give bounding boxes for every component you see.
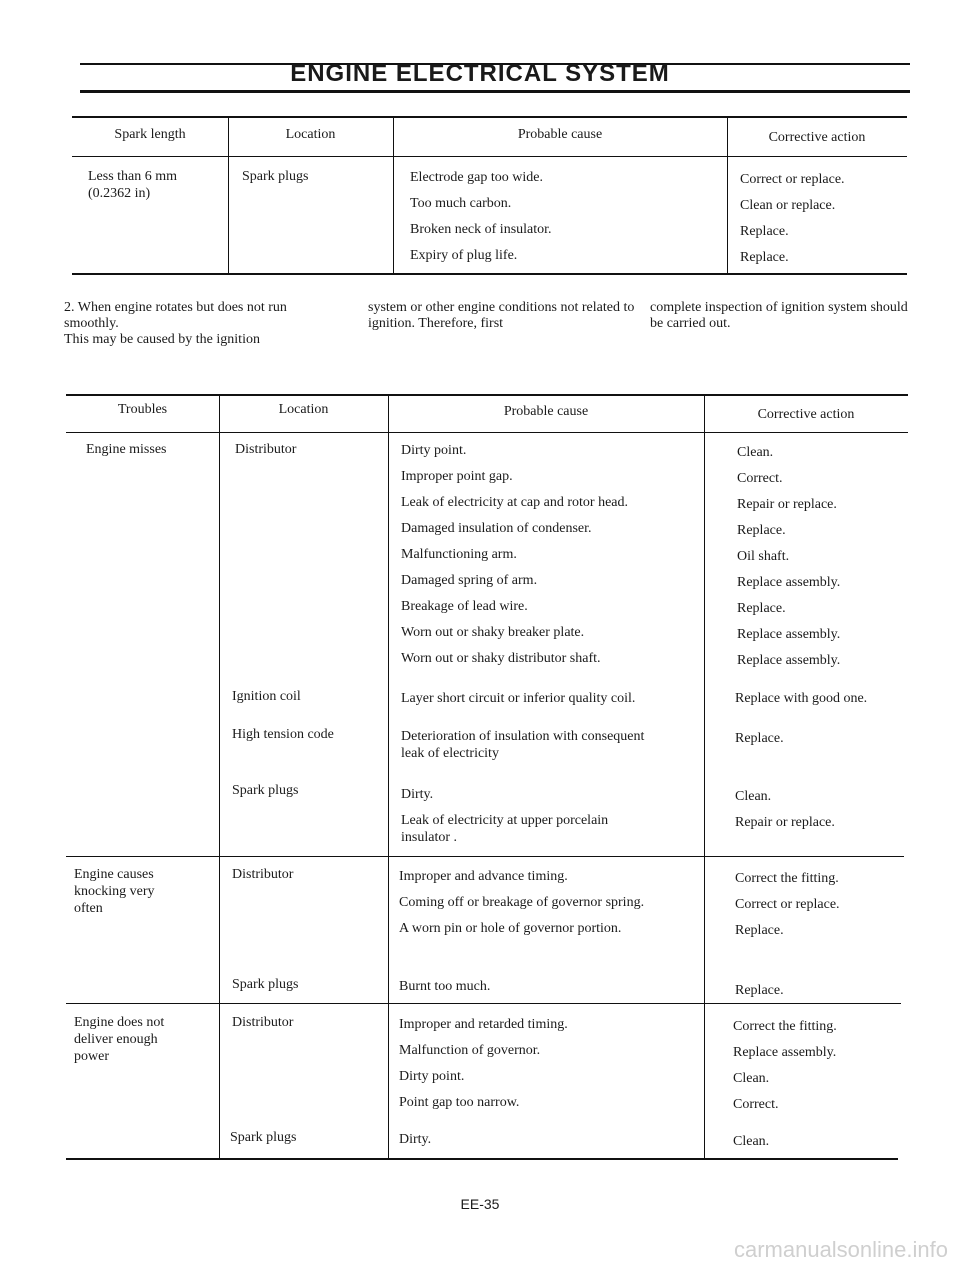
- action-item: Clean or replace.: [740, 198, 836, 213]
- action-item: Correct the fitting.: [733, 1019, 837, 1034]
- cause-item: Leak of electricity at cap and rotor head.: [401, 495, 628, 510]
- cause-item: Improper and advance timing.: [399, 869, 568, 884]
- header-corrective-action: Corrective action: [768, 130, 866, 145]
- header-troubles: Troubles: [117, 402, 168, 417]
- action-item: Oil shaft.: [737, 549, 790, 564]
- body-paragraph-col1: 2. When engine rotates but does not run smoothly. This may be caused by the ignition: [64, 300, 287, 347]
- trouble-engine-power: Engine does not deliver enough power: [74, 1015, 165, 1064]
- header-location: Location: [285, 127, 336, 142]
- cause-item: Layer short circuit or inferior quality coil.: [401, 691, 636, 706]
- location-ignition-coil: Ignition coil: [232, 689, 301, 704]
- action-item: Clean.: [737, 445, 774, 460]
- action-item: Clean.: [733, 1134, 770, 1149]
- location-distributor: Distributor: [232, 867, 294, 882]
- action-item: Replace.: [737, 523, 786, 538]
- watermark: carmanualsonline.info: [733, 1237, 948, 1262]
- action-item: Replace.: [740, 224, 789, 239]
- location-spark-plugs: Spark plugs: [232, 977, 299, 992]
- cause-item: Leak of electricity at upper porcelain insulator .: [401, 813, 609, 845]
- cause-item: Damaged spring of arm.: [401, 573, 538, 588]
- action-item: Repair or replace.: [737, 497, 837, 512]
- cause-item: Burnt too much.: [399, 979, 491, 994]
- action-item: Replace assembly.: [733, 1045, 837, 1060]
- action-item: Replace with good one.: [735, 691, 868, 706]
- spark-length-value: Less than 6 mm (0.2362 in): [88, 169, 178, 201]
- body-paragraph-col2: system or other engine conditions not related to ignition. Therefore, first: [368, 300, 635, 331]
- cause-item: Breakage of lead wire.: [401, 599, 528, 614]
- header-probable-cause: Probable cause: [503, 404, 589, 419]
- header-spark-length: Spark length: [114, 127, 186, 142]
- cause-item: Damaged insulation of condenser.: [401, 521, 592, 536]
- header-corrective-action: Corrective action: [757, 407, 855, 422]
- action-list: [733, 1019, 837, 1123]
- action-list: [740, 172, 845, 276]
- location-distributor: Distributor: [232, 1015, 294, 1030]
- action-item: Correct.: [733, 1097, 779, 1112]
- cause-item: Improper point gap.: [401, 469, 513, 484]
- action-item: Replace assembly.: [737, 627, 841, 642]
- cause-list: [399, 1017, 568, 1121]
- cause-item: Improper and retarded timing.: [399, 1017, 568, 1032]
- cause-item: Malfunctioning arm.: [401, 547, 517, 562]
- location-distributor: Distributor: [235, 442, 297, 457]
- action-item: Replace.: [740, 250, 789, 265]
- action-item: Replace assembly.: [737, 575, 841, 590]
- header-probable-cause: Probable cause: [517, 127, 603, 142]
- cause-list: [401, 443, 628, 677]
- cause-item: Broken neck of insulator.: [410, 222, 552, 237]
- location-spark-plugs: Spark plugs: [230, 1130, 297, 1145]
- trouble-engine-misses: Engine misses: [86, 442, 167, 457]
- body-paragraph-col3: complete inspection of ignition system should be carried out.: [650, 300, 908, 331]
- action-item: Replace assembly.: [737, 653, 841, 668]
- action-item: Clean.: [733, 1071, 770, 1086]
- action-item: Correct.: [737, 471, 783, 486]
- action-item: Replace.: [737, 601, 786, 616]
- cause-item: Dirty point.: [401, 443, 467, 458]
- action-item: Replace.: [735, 923, 784, 938]
- location-spark-plugs: Spark plugs: [232, 783, 299, 798]
- cause-list: [410, 170, 552, 274]
- cause-item: Dirty.: [401, 787, 434, 802]
- action-item: Replace.: [735, 983, 784, 998]
- cause-item: Electrode gap too wide.: [410, 170, 543, 185]
- action-item: Replace.: [735, 731, 784, 746]
- cause-item: Deterioration of insulation with consequent leak of electricity: [401, 729, 645, 761]
- cause-item: Coming off or breakage of governor spring.: [399, 895, 645, 910]
- page-title: ENGINE ELECTRICAL SYSTEM: [290, 60, 670, 87]
- cause-item: Too much carbon.: [410, 196, 512, 211]
- cause-item: Point gap too narrow.: [399, 1095, 520, 1110]
- cause-item: Malfunction of governor.: [399, 1043, 541, 1058]
- header-location: Location: [278, 402, 329, 417]
- action-item: Correct the fitting.: [735, 871, 839, 886]
- cause-item: Worn out or shaky breaker plate.: [401, 625, 585, 640]
- cause-item: A worn pin or hole of governor portion.: [399, 921, 622, 936]
- action-item: Correct or replace.: [735, 897, 840, 912]
- cause-item: Dirty.: [399, 1132, 432, 1147]
- cause-list: [399, 869, 644, 947]
- action-item: Clean.: [735, 789, 772, 804]
- action-list: [737, 445, 840, 679]
- cause-item: Worn out or shaky distributor shaft.: [401, 651, 601, 666]
- location-high-tension-code: High tension code: [232, 727, 334, 742]
- page-number: EE-35: [460, 1196, 500, 1212]
- action-list: [735, 871, 840, 949]
- cause-item: Dirty point.: [399, 1069, 465, 1084]
- trouble-engine-knocking: Engine causes knocking very often: [74, 867, 155, 916]
- location-spark-plugs: Spark plugs: [242, 169, 309, 184]
- action-item: Correct or replace.: [740, 172, 845, 187]
- action-item: Repair or replace.: [735, 815, 835, 830]
- cause-item: Expiry of plug life.: [410, 248, 518, 263]
